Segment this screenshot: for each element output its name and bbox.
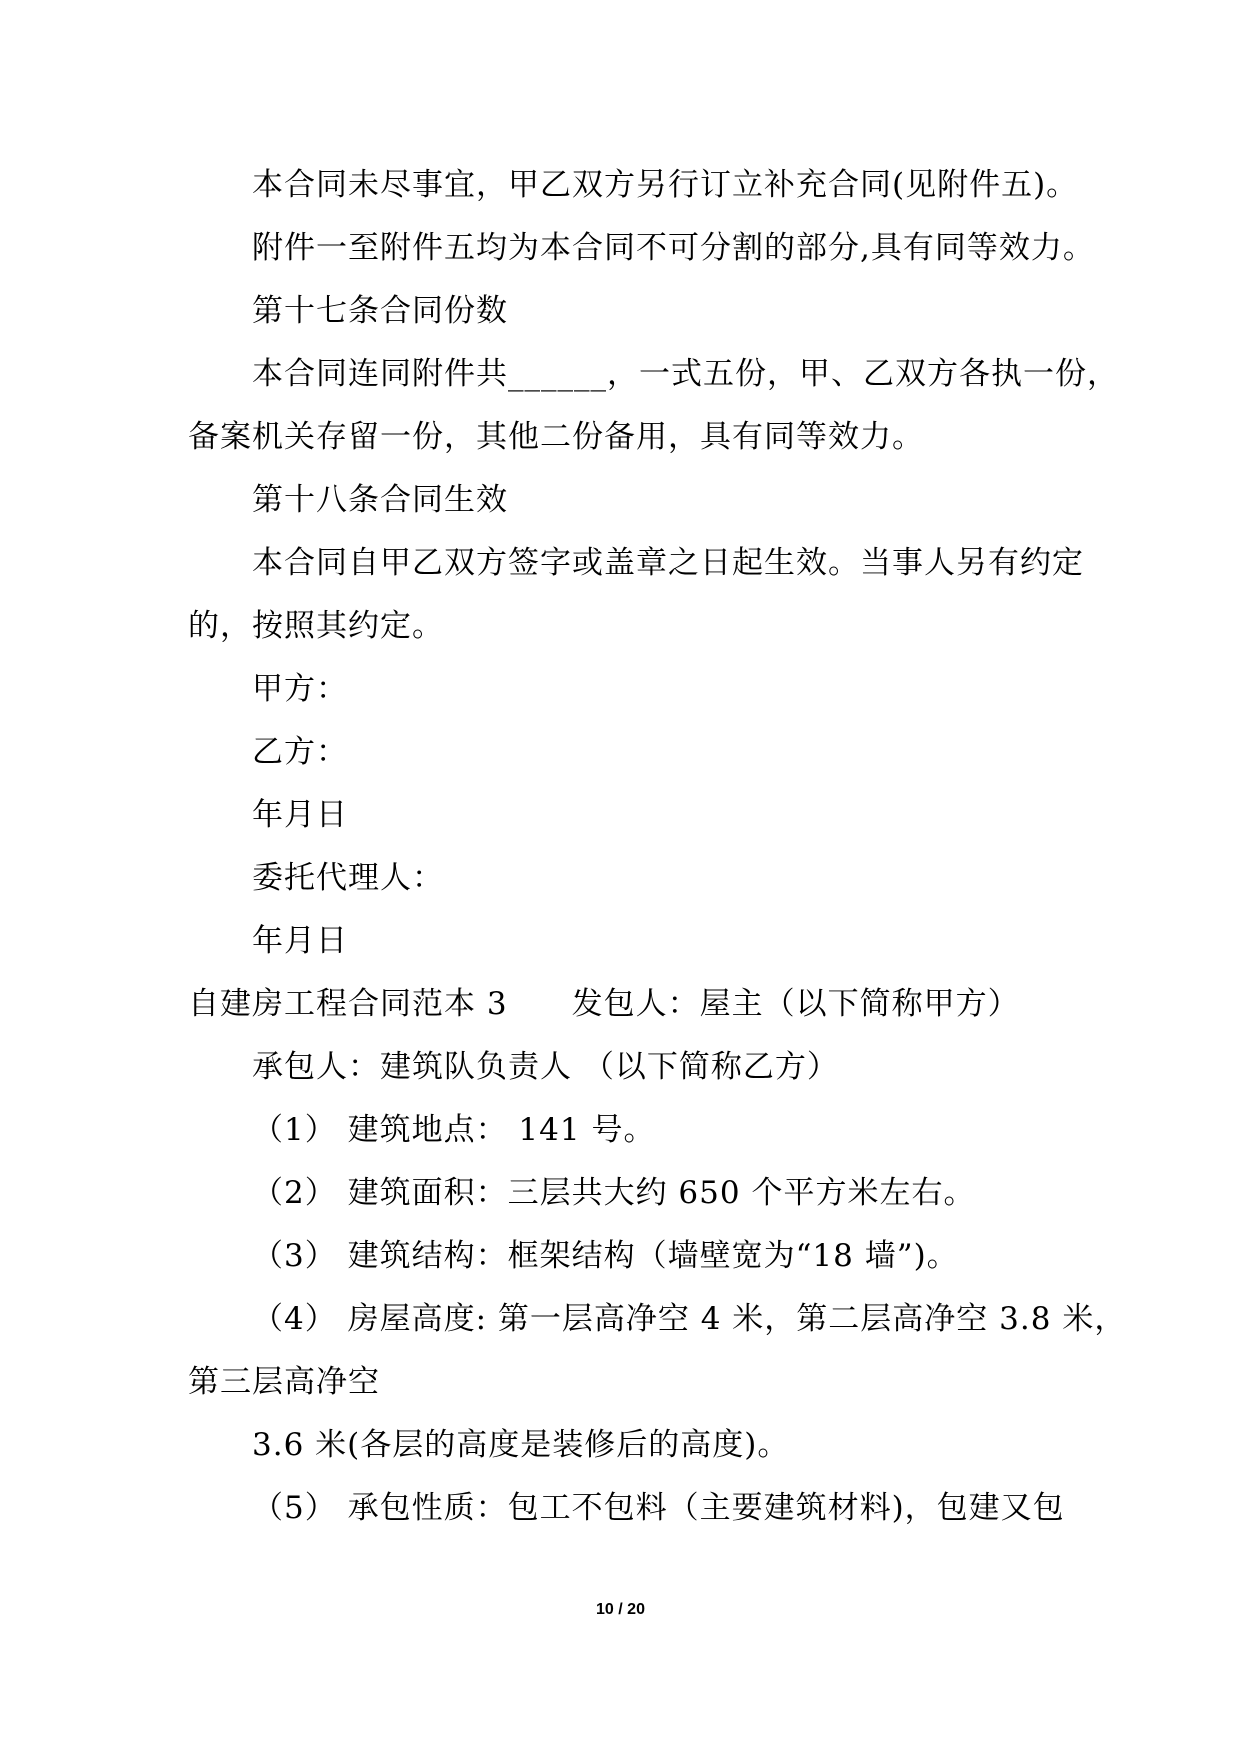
signature-date: 年月日 xyxy=(252,797,348,833)
paragraph-line: 承包人：建筑队负责人 （以下简称乙方） xyxy=(252,1049,839,1085)
section-heading: 第十八条合同生效 xyxy=(252,482,508,518)
list-item: （3） 建筑结构：框架结构（墙壁宽为“18 墙”)。 xyxy=(252,1238,959,1274)
page-number: 10 / 20 xyxy=(596,1601,645,1618)
list-item: （4） 房屋高度: 第一层高净空 4 米，第二层高净空 3.8 米， xyxy=(252,1301,1127,1337)
paragraph-line: 备案机关存留一份，其他二份备用，具有同等效力。 xyxy=(188,419,924,455)
paragraph-line: 本合同连同附件共______，一式五份，甲、乙双方各执一份， xyxy=(252,356,1119,392)
section-heading: 第十七条合同份数 xyxy=(252,293,508,329)
paragraph-line: 本合同自甲乙双方签字或盖章之日起生效。当事人另有约定 xyxy=(252,545,1084,581)
paragraph-line: 附件一至附件五均为本合同不可分割的部分,具有同等效力。 xyxy=(252,230,1095,266)
signature-party-b: 乙方： xyxy=(252,734,348,770)
paragraph-line: 3.6 米(各层的高度是装修后的高度)。 xyxy=(252,1427,790,1463)
paragraph-line: 本合同未尽事宜，甲乙双方另行订立补充合同(见附件五)。 xyxy=(252,167,1079,203)
list-item: （2） 建筑面积：三层共大约 650 个平方米左右。 xyxy=(252,1175,976,1211)
list-item: （5） 承包性质：包工不包料（主要建筑材料)，包建又包 xyxy=(252,1490,1065,1526)
signature-agent: 委托代理人： xyxy=(252,860,444,896)
paragraph-line: 的，按照其约定。 xyxy=(188,608,444,644)
paragraph-line: 第三层高净空 xyxy=(188,1364,380,1400)
list-item: （1） 建筑地点： 141 号。 xyxy=(252,1112,656,1148)
document-title-line: 自建房工程合同范本 3 发包人：屋主（以下简称甲方） xyxy=(188,986,1020,1022)
signature-date: 年月日 xyxy=(252,923,348,959)
signature-party-a: 甲方： xyxy=(252,671,348,707)
